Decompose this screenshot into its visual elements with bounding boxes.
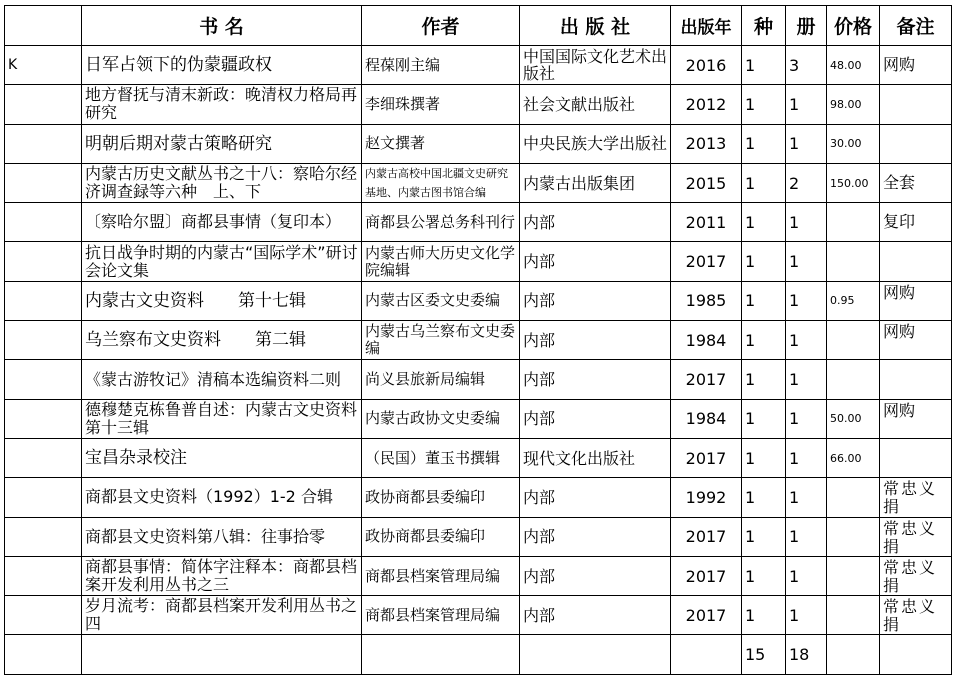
publisher-cell: 内蒙古出版集团 bbox=[520, 163, 671, 202]
header-category bbox=[5, 6, 82, 46]
note-cell: 网购 bbox=[880, 46, 952, 85]
header-volumes: 册 bbox=[786, 6, 827, 46]
author-cell: 尚义县旅新局编辑 bbox=[362, 360, 520, 399]
category-code-cell bbox=[5, 478, 82, 517]
title-cell: 乌兰察布文史资料 第二辑 bbox=[82, 321, 362, 360]
kinds-cell: 1 bbox=[742, 478, 786, 517]
author-cell: 内蒙古师大历史文化学院编辑 bbox=[362, 242, 520, 281]
kinds-cell: 1 bbox=[742, 46, 786, 85]
note-cell: 常忠义捐 bbox=[880, 478, 952, 517]
category-code-cell: K bbox=[5, 46, 82, 85]
volumes-cell: 2 bbox=[786, 163, 827, 202]
publisher-cell: 内部 bbox=[520, 281, 671, 320]
volumes-cell: 1 bbox=[786, 124, 827, 163]
totals-empty bbox=[362, 635, 520, 674]
volumes-cell: 1 bbox=[786, 478, 827, 517]
totals-empty bbox=[671, 635, 742, 674]
table-row bbox=[5, 163, 952, 202]
header-note: 备注 bbox=[880, 6, 952, 46]
volumes-cell: 1 bbox=[786, 556, 827, 595]
kinds-cell: 1 bbox=[742, 438, 786, 477]
title-cell: 日军占领下的伪蒙疆政权 bbox=[82, 46, 362, 85]
table-row bbox=[5, 596, 952, 635]
title-cell: 宝昌杂录校注 bbox=[82, 438, 362, 477]
year-cell: 2017 bbox=[671, 360, 742, 399]
publisher-cell: 内部 bbox=[520, 321, 671, 360]
totals-empty bbox=[5, 635, 82, 674]
kinds-cell: 1 bbox=[742, 517, 786, 556]
total-volumes: 18 bbox=[786, 635, 827, 674]
title-cell: 地方督抚与清末新政：晚清权力格局再研究 bbox=[82, 85, 362, 124]
author-cell: 内蒙古乌兰察布文史委编 bbox=[362, 321, 520, 360]
title-cell: 岁月流考：商都县档案开发利用丛书之四 bbox=[82, 596, 362, 635]
publisher-cell: 内部 bbox=[520, 242, 671, 281]
price-cell: 66.00 bbox=[827, 438, 880, 477]
publisher-cell: 内部 bbox=[520, 556, 671, 595]
title-cell: 商都县文史资料第八辑：往事拾零 bbox=[82, 517, 362, 556]
year-cell: 2017 bbox=[671, 242, 742, 281]
title-cell: 明朝后期对蒙古策略研究 bbox=[82, 124, 362, 163]
category-code-cell bbox=[5, 203, 82, 242]
table-row bbox=[5, 203, 952, 242]
table-row bbox=[5, 360, 952, 399]
totals-empty bbox=[520, 635, 671, 674]
kinds-cell: 1 bbox=[742, 203, 786, 242]
kinds-cell: 1 bbox=[742, 85, 786, 124]
header-year: 出版年 bbox=[671, 6, 742, 46]
title-cell: 德穆楚克栋鲁普自述：内蒙古文史资料第十三辑 bbox=[82, 399, 362, 438]
volumes-cell: 1 bbox=[786, 438, 827, 477]
header-title: 书 名 bbox=[82, 6, 362, 46]
author-cell: 商都县公署总务科刊行 bbox=[362, 203, 520, 242]
category-code-cell bbox=[5, 321, 82, 360]
title-cell: 商都县文史资料（1992）1-2 合辑 bbox=[82, 478, 362, 517]
publisher-cell: 内部 bbox=[520, 360, 671, 399]
price-cell: 98.00 bbox=[827, 85, 880, 124]
note-cell: 全套 bbox=[880, 163, 952, 202]
title-cell: 内蒙古文史资料 第十七辑 bbox=[82, 281, 362, 320]
year-cell: 2017 bbox=[671, 556, 742, 595]
year-cell: 2017 bbox=[671, 596, 742, 635]
volumes-cell: 1 bbox=[786, 85, 827, 124]
note-cell: 常忠义捐 bbox=[880, 556, 952, 595]
year-cell: 2017 bbox=[671, 438, 742, 477]
category-code-cell bbox=[5, 438, 82, 477]
table-row bbox=[5, 517, 952, 556]
volumes-cell: 1 bbox=[786, 399, 827, 438]
publisher-cell: 中央民族大学出版社 bbox=[520, 124, 671, 163]
price-cell bbox=[827, 596, 880, 635]
author-cell: 程葆刚主编 bbox=[362, 46, 520, 85]
price-cell: 0.95 bbox=[827, 281, 880, 320]
table-row bbox=[5, 399, 952, 438]
author-cell: 政协商都县委编印 bbox=[362, 517, 520, 556]
author-cell: 李细珠撰著 bbox=[362, 85, 520, 124]
volumes-cell: 1 bbox=[786, 321, 827, 360]
volumes-cell: 3 bbox=[786, 46, 827, 85]
publisher-cell: 社会文献出版社 bbox=[520, 85, 671, 124]
author-cell: （民国）董玉书撰辑 bbox=[362, 438, 520, 477]
author-cell: 内蒙古区委文史委编 bbox=[362, 281, 520, 320]
kinds-cell: 1 bbox=[742, 321, 786, 360]
totals-empty bbox=[880, 635, 952, 674]
price-cell: 150.00 bbox=[827, 163, 880, 202]
volumes-cell: 1 bbox=[786, 203, 827, 242]
price-cell bbox=[827, 203, 880, 242]
kinds-cell: 1 bbox=[742, 360, 786, 399]
year-cell: 2012 bbox=[671, 85, 742, 124]
author-cell: 内蒙古高校中国北疆文史研究基地、内蒙古图书馆合编 bbox=[362, 163, 520, 202]
price-cell: 48.00 bbox=[827, 46, 880, 85]
note-cell bbox=[880, 242, 952, 281]
header-kinds: 种 bbox=[742, 6, 786, 46]
header-publisher: 出 版 社 bbox=[520, 6, 671, 46]
note-cell: 常忠义捐 bbox=[880, 517, 952, 556]
table-row bbox=[5, 46, 952, 85]
kinds-cell: 1 bbox=[742, 399, 786, 438]
year-cell: 2011 bbox=[671, 203, 742, 242]
totals-empty bbox=[82, 635, 362, 674]
price-cell bbox=[827, 321, 880, 360]
publisher-cell: 现代文化出版社 bbox=[520, 438, 671, 477]
year-cell: 2017 bbox=[671, 517, 742, 556]
volumes-cell: 1 bbox=[786, 281, 827, 320]
table-row bbox=[5, 281, 952, 320]
volumes-cell: 1 bbox=[786, 360, 827, 399]
totals-row bbox=[5, 635, 952, 674]
category-code-cell bbox=[5, 242, 82, 281]
price-cell: 50.00 bbox=[827, 399, 880, 438]
table-row bbox=[5, 556, 952, 595]
category-code-cell bbox=[5, 85, 82, 124]
table-row bbox=[5, 478, 952, 517]
category-code-cell bbox=[5, 281, 82, 320]
kinds-cell: 1 bbox=[742, 596, 786, 635]
publisher-cell: 内部 bbox=[520, 517, 671, 556]
year-cell: 1992 bbox=[671, 478, 742, 517]
title-cell: 内蒙古历史文献丛书之十八：察哈尔经济调查録等六种 上、下 bbox=[82, 163, 362, 202]
kinds-cell: 1 bbox=[742, 124, 786, 163]
kinds-cell: 1 bbox=[742, 556, 786, 595]
year-cell: 2016 bbox=[671, 46, 742, 85]
note-cell bbox=[880, 360, 952, 399]
table-row bbox=[5, 321, 952, 360]
year-cell: 1984 bbox=[671, 321, 742, 360]
note-cell bbox=[880, 124, 952, 163]
year-cell: 1984 bbox=[671, 399, 742, 438]
price-cell: 30.00 bbox=[827, 124, 880, 163]
totals-empty bbox=[827, 635, 880, 674]
category-code-cell bbox=[5, 360, 82, 399]
publisher-cell: 内部 bbox=[520, 596, 671, 635]
author-cell: 内蒙古政协文史委编 bbox=[362, 399, 520, 438]
category-code-cell bbox=[5, 517, 82, 556]
category-code-cell bbox=[5, 124, 82, 163]
note-cell: 常忠义捐 bbox=[880, 596, 952, 635]
author-cell: 赵文撰著 bbox=[362, 124, 520, 163]
category-code-cell bbox=[5, 556, 82, 595]
category-code-cell bbox=[5, 596, 82, 635]
volumes-cell: 1 bbox=[786, 242, 827, 281]
year-cell: 2013 bbox=[671, 124, 742, 163]
publisher-cell: 内部 bbox=[520, 478, 671, 517]
note-cell: 复印 bbox=[880, 203, 952, 242]
table-row bbox=[5, 124, 952, 163]
volumes-cell: 1 bbox=[786, 517, 827, 556]
table-row bbox=[5, 242, 952, 281]
author-cell: 政协商都县委编印 bbox=[362, 478, 520, 517]
kinds-cell: 1 bbox=[742, 242, 786, 281]
table-row bbox=[5, 85, 952, 124]
price-cell bbox=[827, 242, 880, 281]
title-cell: 商都县事情：简体字注释本：商都县档案开发利用丛书之三 bbox=[82, 556, 362, 595]
header-row bbox=[5, 6, 952, 46]
volumes-cell: 1 bbox=[786, 596, 827, 635]
header-price: 价格 bbox=[827, 6, 880, 46]
category-code-cell bbox=[5, 399, 82, 438]
price-cell bbox=[827, 360, 880, 399]
year-cell: 1985 bbox=[671, 281, 742, 320]
kinds-cell: 1 bbox=[742, 163, 786, 202]
publisher-cell: 中国国际文化艺术出版社 bbox=[520, 46, 671, 85]
table-row bbox=[5, 438, 952, 477]
year-cell: 2015 bbox=[671, 163, 742, 202]
note-cell bbox=[880, 85, 952, 124]
price-cell bbox=[827, 556, 880, 595]
price-cell bbox=[827, 517, 880, 556]
category-code-cell bbox=[5, 163, 82, 202]
note-cell: 网购 bbox=[880, 281, 952, 320]
total-kinds: 15 bbox=[742, 635, 786, 674]
header-author: 作者 bbox=[362, 6, 520, 46]
title-cell: 《蒙古游牧记》清稿本选编资料二则 bbox=[82, 360, 362, 399]
note-cell: 网购 bbox=[880, 399, 952, 438]
title-cell: 〔察哈尔盟〕商都县事情（复印本） bbox=[82, 203, 362, 242]
kinds-cell: 1 bbox=[742, 281, 786, 320]
author-cell: 商都县档案管理局编 bbox=[362, 596, 520, 635]
note-cell: 网购 bbox=[880, 321, 952, 360]
title-cell: 抗日战争时期的内蒙古“国际学术”研讨会论文集 bbox=[82, 242, 362, 281]
book-list-table bbox=[4, 5, 952, 675]
publisher-cell: 内部 bbox=[520, 203, 671, 242]
author-cell: 商都县档案管理局编 bbox=[362, 556, 520, 595]
publisher-cell: 内部 bbox=[520, 399, 671, 438]
price-cell bbox=[827, 478, 880, 517]
note-cell bbox=[880, 438, 952, 477]
